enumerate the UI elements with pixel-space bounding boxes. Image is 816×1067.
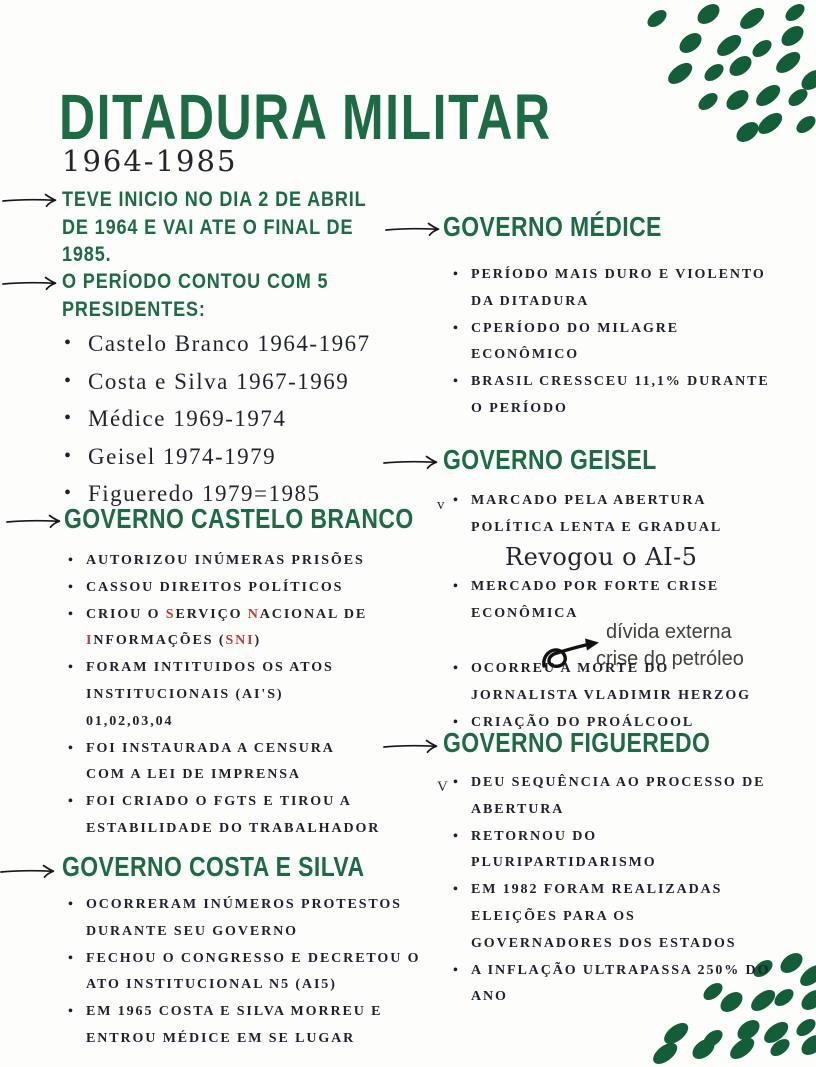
list-item: [453, 958, 798, 1012]
intro-note-1: [62, 186, 389, 269]
decorative-dot: [722, 86, 752, 114]
note-line: CPERÍODO DO MILAGRE: [471, 320, 679, 336]
bullet-icon: •: [68, 606, 75, 622]
list-item: [453, 262, 783, 316]
section-heading: GOVERNO COSTA E SILVA: [62, 851, 365, 882]
text-run: ): [254, 633, 262, 649]
section-castelo-branco: [64, 503, 424, 843]
bullet-icon: •: [64, 369, 73, 392]
highlight-letter: I: [86, 633, 94, 649]
bullet-icon: •: [453, 962, 460, 978]
check-mark: v: [437, 497, 445, 513]
note-text: [471, 877, 798, 957]
bullet-icon: •: [453, 714, 460, 730]
bullet-icon: •: [64, 444, 73, 467]
annotation-crise-petroleo: crise do petróleo: [596, 648, 744, 670]
decorative-dot: [749, 36, 774, 60]
note-line: ANO: [471, 989, 508, 1005]
bullet-icon: •: [68, 794, 75, 810]
section-figueredo: [437, 727, 803, 1011]
page-subtitle: 1964-1985: [62, 144, 238, 178]
page-title: DITADURA MILITAR: [59, 81, 552, 153]
highlight-letter: N: [247, 606, 260, 622]
note-line: O PERÍODO: [471, 400, 568, 416]
president-entry: Castelo Branco 1964-1967: [88, 331, 371, 356]
intro-note-1-line: 1985.: [62, 243, 112, 266]
arrow-icon: [385, 221, 437, 237]
bullet-icon: •: [453, 493, 460, 508]
decorative-dot: [755, 109, 786, 138]
note-line: ATO INSTITUCIONAL N5 (AI5): [86, 977, 337, 993]
note-text: [471, 369, 783, 423]
list-item: [68, 602, 413, 656]
decorative-dot: [665, 59, 696, 88]
section-medice: [443, 211, 788, 423]
bullet-icon: •: [68, 950, 75, 966]
intro-note-2: [62, 268, 389, 323]
note-line: ENTROU MÉDICE EM SE LUGAR: [86, 1030, 356, 1046]
arrow-icon: [0, 863, 52, 879]
bullet-icon: •: [68, 579, 75, 595]
president-entry: Costa e Silva 1967-1969: [88, 368, 350, 394]
decorative-dot: [714, 31, 745, 60]
intro-note-2-line: O PERÍODO CONTOU COM 5: [62, 270, 329, 293]
list-item: [453, 316, 783, 370]
presidents-list: [64, 325, 424, 513]
bullet-icon: •: [453, 882, 460, 898]
bullet-list: [68, 892, 428, 1053]
note-text: [471, 770, 798, 824]
note-text: [86, 655, 413, 735]
note-text: [86, 892, 428, 946]
decorative-dot: [753, 81, 784, 110]
note-text: [86, 999, 428, 1053]
list-item: [453, 369, 783, 423]
note-line: FECHOU O CONGRESSO E DECRETOU O: [86, 950, 421, 966]
decorative-dot: [725, 52, 755, 80]
highlight-letter: S: [165, 606, 176, 622]
bullet-list: [437, 488, 798, 736]
inline-note-revogou: Revogou o AI-5: [505, 542, 698, 571]
decorative-dot: [644, 6, 669, 30]
note-text: [471, 824, 798, 878]
note-line: OCORRERAM INÚMEROS PROTESTOS: [86, 897, 402, 912]
bullet-icon: •: [453, 320, 460, 336]
note-text: [86, 602, 413, 656]
decorative-dot: [777, 22, 807, 50]
note-line: ECONÔMICA: [471, 606, 579, 622]
section-geisel: [437, 444, 803, 736]
note-line: DEU SEQUÊNCIA AO PROCESSO DE: [471, 775, 766, 790]
text-run: ACIONAL DE: [259, 606, 368, 622]
bullet-icon: •: [453, 579, 460, 595]
bullet-icon: •: [453, 374, 460, 390]
bullet-icon: •: [453, 828, 460, 844]
note-line: MERCADO POR FORTE CRISE: [471, 579, 720, 595]
check-mark: V: [437, 779, 448, 795]
decorative-dot: [675, 29, 705, 57]
note-line: FORAM INTITUIDOS OS ATOS: [86, 660, 334, 676]
list-item: [68, 736, 413, 790]
note-line: MARCADO PELA ABERTURA: [471, 493, 707, 508]
arrow-icon: [2, 275, 54, 291]
note-line: GOVERNADORES DOS ESTADOS: [471, 935, 737, 951]
bullet-icon: •: [68, 553, 75, 568]
note-line: DA DITADURA: [471, 293, 590, 309]
note-line: ECONÔMICO: [471, 347, 580, 363]
list-item: [453, 824, 798, 878]
bullet-list: [68, 548, 413, 843]
list-item: [68, 946, 428, 1000]
note-text: [471, 656, 798, 710]
bullet-icon: •: [64, 332, 73, 354]
list-item: [68, 892, 428, 946]
note-text: [86, 736, 413, 790]
list-item: [68, 999, 428, 1053]
text-run: ERVIÇO: [175, 606, 248, 622]
note-line: PERÍODO MAIS DURO E VIOLENTO: [471, 267, 766, 282]
section-heading: GOVERNO CASTELO BRANCO: [64, 503, 414, 534]
decorative-dot: [701, 60, 726, 84]
bullet-list: [437, 770, 798, 1011]
text-run: CRIOU O: [86, 606, 166, 622]
note-text: [471, 958, 798, 1012]
bullet-icon: •: [64, 407, 73, 429]
note-line: A INFLAÇÃO ULTRAPASSA 250% DO: [471, 962, 771, 978]
intro-note-1-line: TEVE INICIO NO DIA 2 DE ABRIL: [62, 188, 367, 211]
list-item: [453, 656, 798, 710]
arrow-icon: [2, 192, 54, 208]
bullet-icon: •: [453, 775, 460, 790]
president-entry: Geisel 1974-1979: [88, 443, 277, 469]
decorative-dot: [737, 4, 768, 33]
note-line: [86, 602, 413, 629]
note-line: INSTITUCIONAIS (AI'S): [86, 686, 284, 702]
list-item: [453, 877, 798, 957]
section-heading: GOVERNO FIGUEREDO: [443, 727, 711, 758]
note-line: RETORNOU DO: [471, 828, 598, 844]
decorative-dot: [793, 112, 816, 136]
decorative-dot: [773, 48, 804, 77]
arrow-icon: [6, 513, 58, 529]
decorative-dot: [693, 0, 723, 28]
note-line: JORNALISTA VLADIMIR HERZOG: [471, 687, 751, 703]
bullet-icon: •: [68, 660, 75, 676]
note-line: COM A LEI DE IMPRENSA: [86, 767, 301, 783]
bullet-icon: •: [453, 660, 460, 676]
list-item: [68, 548, 413, 575]
note-line: ABERTURA: [471, 801, 565, 817]
note-text: [86, 789, 413, 843]
list-item: [68, 655, 413, 735]
arrow-icon: [383, 738, 435, 754]
note-line: BRASIL CRESSCEU 11,1% DURANTE: [471, 374, 770, 390]
bullet-icon: •: [68, 897, 75, 912]
bullet-icon: •: [68, 1004, 75, 1020]
bullet-icon: •: [64, 482, 73, 504]
note-text: CASSOU DIREITOS POLÍTICOS: [86, 579, 344, 595]
note-text: [471, 488, 798, 542]
note-text: [471, 262, 783, 316]
bullet-list: [453, 262, 783, 423]
list-item: [68, 789, 413, 843]
note-line: FOI INSTAURADA A CENSURA: [86, 740, 335, 756]
list-item: [437, 770, 798, 824]
note-text: AUTORIZOU INÚMERAS PRISÕES: [86, 553, 365, 568]
president-entry: Figueredo 1979=1985: [88, 481, 321, 506]
list-item: [437, 488, 798, 542]
note-line: FOI CRIADO O FGTS E TIROU A: [86, 794, 352, 810]
annotation-divida-externa: dívida externa: [606, 621, 732, 643]
intro-note-1-line: DE 1964 E VAI ATE O FINAL DE: [62, 215, 354, 239]
note-text: CRIAÇÃO DO PROÁLCOOL: [471, 714, 695, 730]
note-line: OCORREU A MORTE DO: [471, 660, 670, 676]
bullet-icon: •: [68, 740, 75, 756]
note-line: ELEIÇÕES PARA OS: [471, 908, 636, 924]
note-line: 01,02,03,04: [86, 713, 174, 729]
list-item: [64, 438, 424, 476]
president-entry: Médice 1969-1974: [88, 406, 287, 431]
decorative-dot: [695, 89, 720, 113]
note-line: EM 1965 COSTA E SILVA MORREU E: [86, 1004, 383, 1020]
intro-note-2-line: PRESIDENTES:: [62, 297, 206, 321]
section-costa-e-silva: [62, 851, 437, 1053]
highlight-letter: SNI: [225, 633, 255, 649]
note-line: PLURIPARTIDARISMO: [471, 855, 657, 871]
text-run: NFORMAÇÕES (: [93, 633, 226, 649]
arrow-icon: [383, 454, 435, 470]
list-item: [64, 325, 424, 363]
note-text: [471, 316, 783, 370]
note-text: [86, 946, 428, 1000]
note-line: ESTABILIDADE DO TRABALHADOR: [86, 820, 381, 836]
note-line: DURANTE SEU GOVERNO: [86, 923, 298, 939]
bullet-icon: •: [453, 267, 460, 282]
section-heading: GOVERNO GEISEL: [443, 444, 657, 475]
decorative-dot: [782, 0, 807, 24]
list-item: [64, 400, 424, 438]
note-line: EM 1982 FORAM REALIZADAS: [471, 882, 723, 898]
section-heading: GOVERNO MÉDICE: [443, 211, 662, 242]
decorative-dot: [732, 118, 762, 146]
list-item: [68, 575, 413, 602]
list-item: [64, 363, 424, 401]
note-line: POLÍTICA LENTA E GRADUAL: [471, 519, 723, 535]
note-line: [86, 628, 413, 655]
